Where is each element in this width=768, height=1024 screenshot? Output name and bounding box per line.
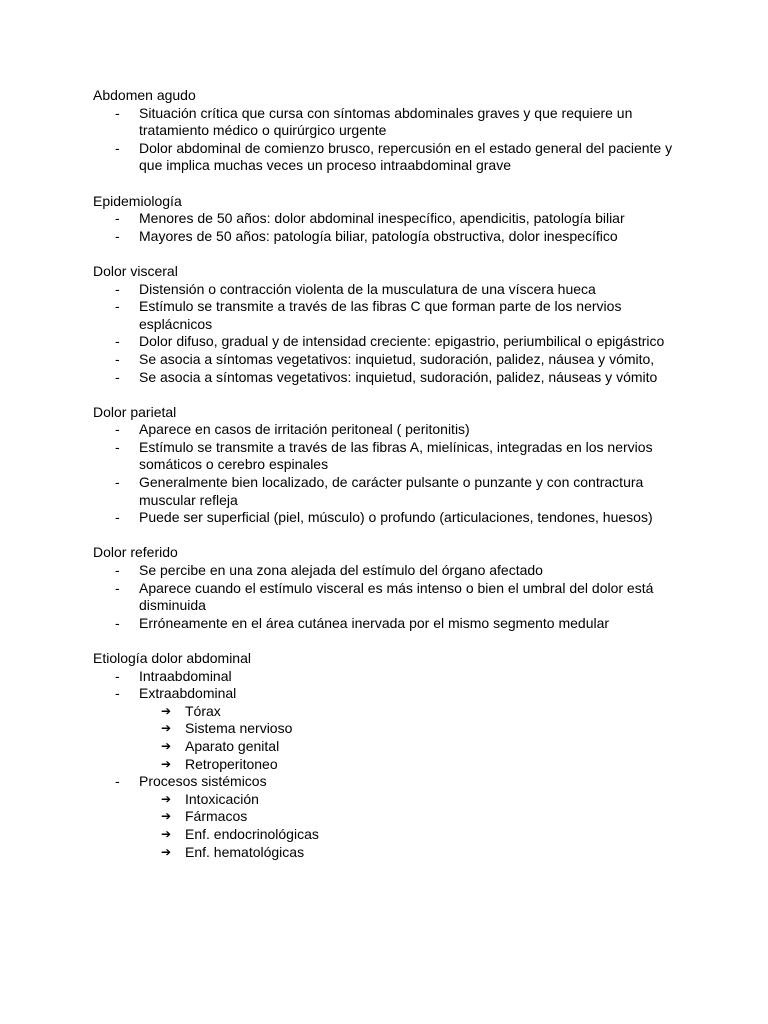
list-item — [93, 298, 683, 333]
list-item-text: Generalmente bien localizado, de carácter pulsante o punzante y con contractura muscular refleja — [139, 474, 644, 508]
dash-marker: - — [115, 438, 120, 455]
document-content — [93, 87, 683, 879]
list-item — [93, 668, 683, 686]
sub-list — [139, 703, 683, 773]
arrow-right-icon: ➔ — [161, 703, 172, 718]
dash-marker: - — [115, 298, 120, 315]
sub-list-item-text: Fármacos — [185, 808, 248, 825]
sub-list-item — [139, 791, 683, 809]
sub-list-item-text: Sistema nervioso — [185, 720, 293, 737]
arrow-right-icon: ➔ — [161, 791, 172, 806]
sub-list — [139, 791, 683, 861]
list-item — [93, 281, 683, 299]
dash-marker: - — [115, 104, 120, 121]
list-item — [93, 580, 683, 615]
dash-marker: - — [115, 685, 120, 702]
sub-list-item — [139, 703, 683, 721]
list-item-text: Estímulo se transmite a través de las fibras C que forman parte de los nervios esplácnicos — [139, 298, 622, 332]
bullet-list — [93, 210, 683, 245]
list-item — [93, 773, 683, 861]
dash-marker: - — [115, 562, 120, 579]
dash-marker: - — [115, 350, 120, 367]
sub-list-item — [139, 808, 683, 826]
dash-marker: - — [115, 773, 120, 790]
section-heading: Dolor visceral — [93, 262, 178, 279]
sub-list-item-text: Enf. hematológicas — [185, 843, 305, 860]
sub-list-item — [139, 844, 683, 862]
list-item — [93, 509, 683, 527]
dash-marker: - — [115, 509, 120, 526]
list-item — [93, 474, 683, 509]
list-item — [93, 351, 683, 369]
list-item-text: Menores de 50 años: dolor abdominal inespecífico, apendicitis, patología biliar — [139, 210, 625, 227]
list-item — [93, 685, 683, 773]
bullet-list — [93, 668, 683, 862]
section-heading: Etiología dolor abdominal — [93, 650, 251, 666]
dash-marker: - — [115, 368, 120, 385]
list-item-text: Erróneamente en el área cutánea inervada por el mismo segmento medular — [139, 614, 610, 631]
arrow-right-icon: ➔ — [161, 809, 172, 824]
list-item — [93, 439, 683, 474]
bullet-list — [93, 105, 683, 175]
sub-list-item-text: Retroperitoneo — [185, 755, 278, 772]
arrow-right-icon: ➔ — [161, 721, 172, 736]
arrow-right-icon: ➔ — [161, 826, 172, 841]
bullet-list — [93, 562, 683, 632]
section-heading: Epidemiología — [93, 192, 182, 209]
dash-marker: - — [115, 421, 120, 438]
section-dolor-referido — [93, 544, 683, 632]
section-epidemiologia — [93, 193, 683, 246]
list-item — [93, 333, 683, 351]
list-item-text: Distensión o contracción violenta de la musculatura de una víscera hueca — [139, 280, 596, 297]
arrow-right-icon: ➔ — [161, 738, 172, 753]
list-item-text: Estímulo se transmite a través de las fibras A, mielínicas, integradas en los nervios somáticos o cerebro espinales — [139, 438, 653, 473]
sub-list-item — [139, 720, 683, 738]
list-item — [93, 562, 683, 580]
list-item-text: Dolor difuso, gradual y de intensidad creciente: epigastrio, periumbilical o epigástrico — [139, 333, 665, 350]
list-item — [93, 210, 683, 228]
list-item-text: Se asocia a síntomas vegetativos: inquietud, sudoración, palidez, náusea y vómito, — [139, 350, 655, 367]
list-item-text: Intraabdominal — [139, 667, 232, 684]
sub-list-item — [139, 826, 683, 844]
list-item-text: Procesos sistémicos — [139, 773, 267, 790]
list-item-text: Aparece cuando el estímulo visceral es más intenso o bien el umbral del dolor está disminuida — [139, 579, 654, 614]
sub-list-item — [139, 738, 683, 756]
section-heading: Abdomen agudo — [93, 87, 196, 103]
dash-marker: - — [115, 667, 120, 684]
list-item — [93, 105, 683, 140]
dash-marker: - — [115, 333, 120, 350]
list-item-text: Puede ser superficial (piel, músculo) o profundo (articulaciones, tendones, huesos) — [139, 509, 653, 526]
list-item-text: Se asocia a síntomas vegetativos: inquietud, sudoración, palidez, náuseas y vómito — [139, 368, 658, 385]
dash-marker: - — [115, 139, 120, 156]
arrow-right-icon: ➔ — [161, 756, 172, 771]
list-item — [93, 615, 683, 633]
list-item — [93, 369, 683, 387]
list-item — [93, 421, 683, 439]
list-item-text: Dolor abdominal de comienzo brusco, repercusión en el estado general del paciente y que implica muchas veces un proceso intraabdominal grave — [139, 139, 673, 174]
dash-marker: - — [115, 280, 120, 297]
dash-marker: - — [115, 614, 120, 631]
dash-marker: - — [115, 210, 120, 227]
list-item-text: Se percibe en una zona alejada del estímulo del órgano afectado — [139, 562, 543, 579]
section-abdomen-agudo — [93, 87, 683, 175]
dash-marker: - — [115, 227, 120, 244]
sub-list-item-text: Enf. endocrinológicas — [185, 825, 319, 842]
arrow-right-icon: ➔ — [161, 844, 172, 859]
list-item-text: Situación crítica que cursa con síntomas abdominales graves y que requiere un tratamiento médico o quirúrgico urgente — [139, 104, 633, 139]
sub-list-item-text: Intoxicación — [185, 790, 259, 807]
list-item-text: Extraabdominal — [139, 685, 237, 702]
list-item — [93, 140, 683, 175]
section-heading: Dolor referido — [93, 544, 178, 561]
dash-marker: - — [115, 474, 120, 491]
bullet-list — [93, 421, 683, 527]
sub-list-item-text: Aparato genital — [185, 737, 280, 754]
dash-marker: - — [115, 579, 120, 596]
sub-list-item-text: Tórax — [185, 702, 221, 719]
section-etiologia — [93, 650, 683, 861]
section-dolor-parietal — [93, 404, 683, 527]
bullet-list — [93, 281, 683, 387]
section-dolor-visceral — [93, 263, 683, 386]
list-item-text: Mayores de 50 años: patología biliar, patología obstructiva, dolor inespecífico — [139, 227, 618, 244]
list-item — [93, 228, 683, 246]
sub-list-item — [139, 756, 683, 774]
section-heading: Dolor parietal — [93, 403, 177, 420]
list-item-text: Aparece en casos de irritación peritoneal ( peritonitis) — [139, 421, 470, 438]
